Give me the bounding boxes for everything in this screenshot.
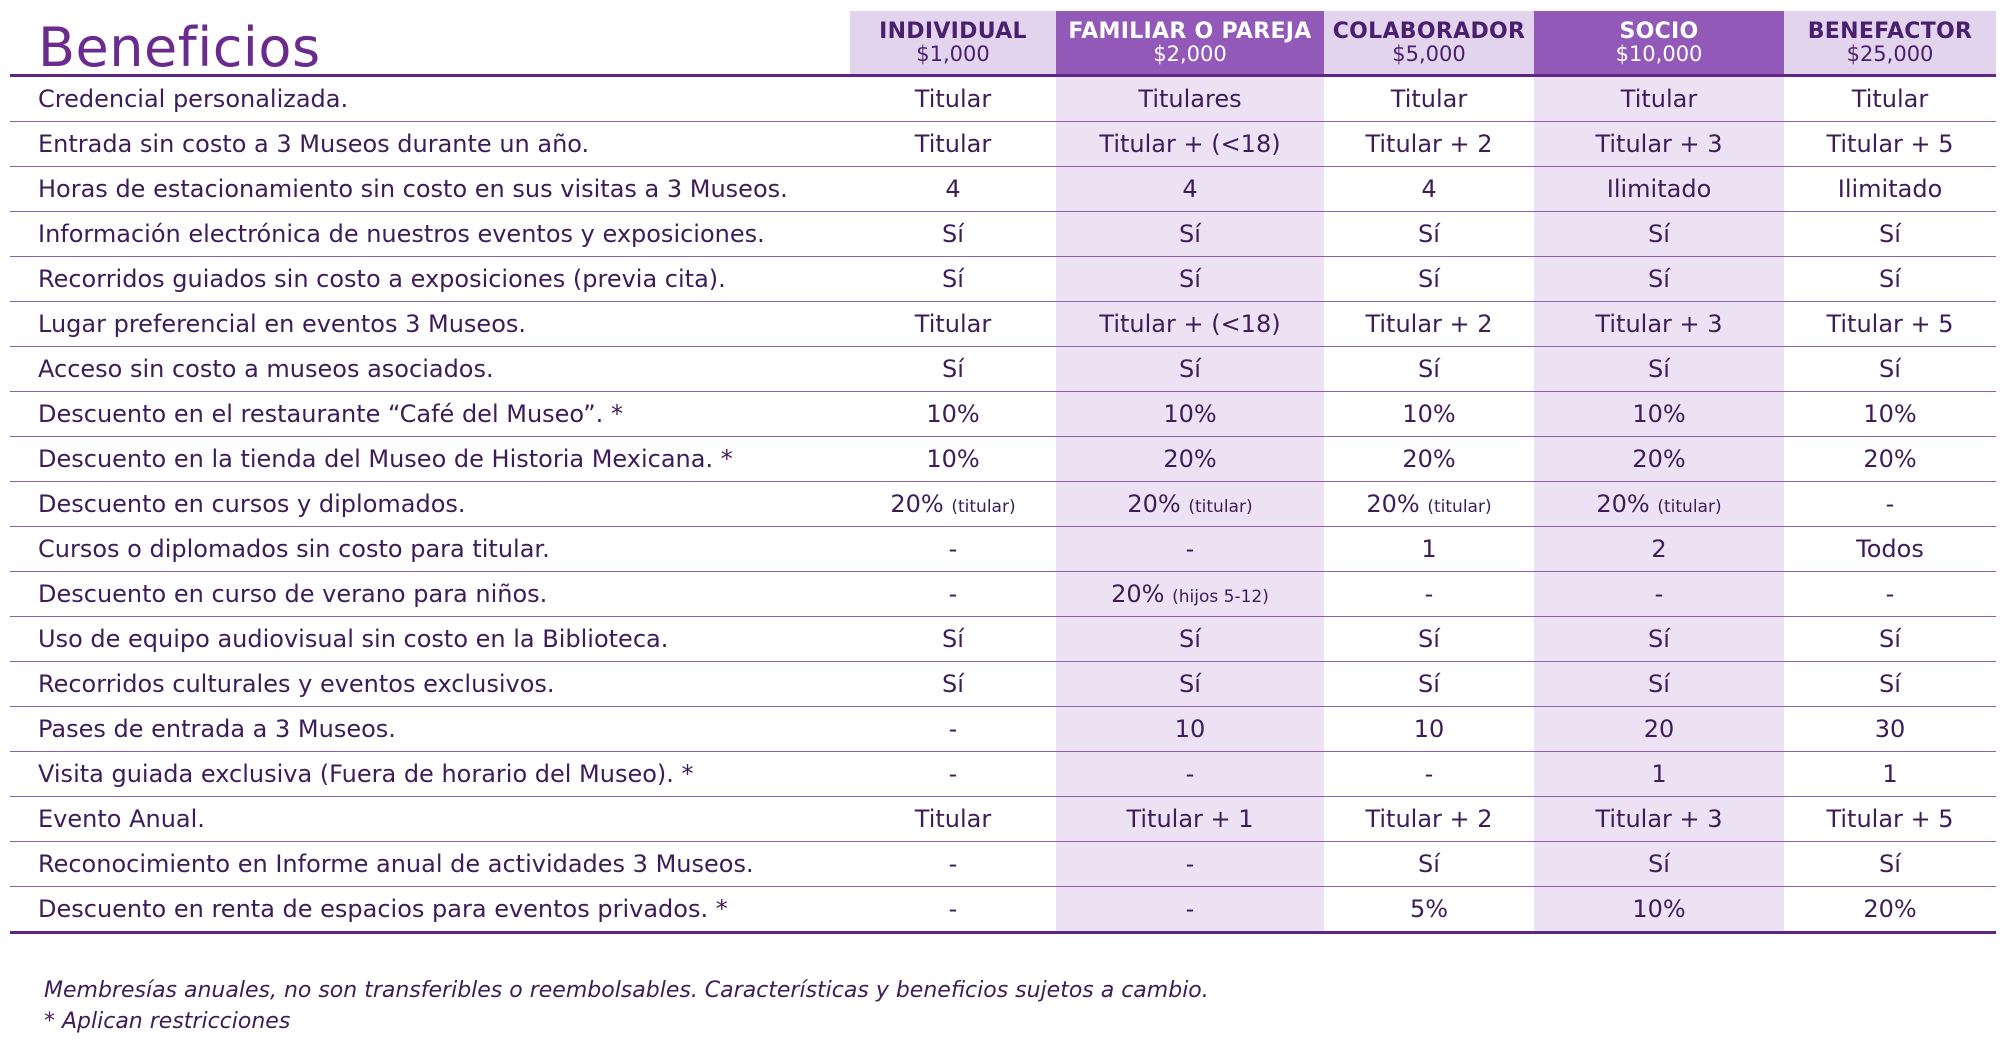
benefit-label: Evento Anual.	[10, 797, 850, 842]
benefit-value-text: Sí	[1648, 670, 1670, 698]
benefit-value-text: Sí	[1879, 355, 1901, 383]
benefit-value	[850, 167, 1056, 212]
benefit-label: Descuento en cursos y diplomados.	[10, 482, 850, 527]
table-row	[10, 347, 1996, 392]
benefit-value	[850, 707, 1056, 752]
benefit-value	[1534, 707, 1784, 752]
benefits-body	[10, 76, 1996, 933]
table-row	[10, 707, 1996, 752]
benefit-value-text: 10%	[1632, 895, 1686, 923]
table-row	[10, 752, 1996, 797]
benefit-value-text: Sí	[1879, 850, 1901, 878]
benefit-value	[1056, 842, 1324, 887]
benefit-value	[850, 212, 1056, 257]
table-row	[10, 527, 1996, 572]
benefit-value-text: Sí	[1879, 625, 1901, 653]
benefit-value	[850, 257, 1056, 302]
benefit-value	[1056, 347, 1324, 392]
benefit-value	[850, 797, 1056, 842]
benefit-value	[850, 482, 1056, 527]
benefit-value	[850, 302, 1056, 347]
benefit-value-text: -	[1185, 850, 1195, 878]
benefit-value	[1784, 122, 1996, 167]
benefits-table	[10, 11, 1996, 934]
benefit-value-text: Sí	[1879, 670, 1901, 698]
table-row	[10, 76, 1996, 122]
table-row	[10, 662, 1996, 707]
benefit-value	[1534, 572, 1784, 617]
tier-price: $10,000	[1615, 42, 1703, 67]
benefit-value	[1324, 887, 1534, 933]
benefit-value	[850, 617, 1056, 662]
benefit-value-text: Titular + 3	[1595, 805, 1723, 833]
benefit-value	[1784, 76, 1996, 122]
benefit-value-text: Sí	[1418, 850, 1440, 878]
table-row	[10, 257, 1996, 302]
benefit-value	[1534, 347, 1784, 392]
benefit-value-text: 20%	[1163, 445, 1217, 473]
benefit-value-text: Sí	[1179, 625, 1201, 653]
benefit-value	[1056, 887, 1324, 933]
benefit-value-text: 20%	[890, 490, 944, 518]
benefit-value	[850, 76, 1056, 122]
benefit-value-text: Titular	[1390, 85, 1468, 113]
benefit-value-text: -	[948, 715, 958, 743]
benefit-value-text: 20	[1643, 715, 1675, 743]
benefit-value	[1784, 572, 1996, 617]
table-row	[10, 482, 1996, 527]
benefit-value-text: Titular	[914, 85, 992, 113]
tier-name: COLABORADOR	[1332, 18, 1526, 44]
benefit-value	[1324, 257, 1534, 302]
benefit-value-text: -	[1885, 580, 1895, 608]
tier-price: $1,000	[916, 42, 990, 67]
tier-header-individual	[850, 11, 1056, 76]
table-row	[10, 617, 1996, 662]
table-row	[10, 842, 1996, 887]
benefit-value	[850, 572, 1056, 617]
benefit-value	[850, 887, 1056, 933]
benefit-value-text: 20%	[1366, 490, 1420, 518]
benefit-value-text: 5%	[1409, 895, 1449, 923]
benefit-value	[1056, 572, 1324, 617]
benefit-value	[1324, 167, 1534, 212]
benefit-value-text: Titular + 2	[1365, 805, 1493, 833]
benefit-value	[1056, 167, 1324, 212]
benefit-value-text: Titulares	[1138, 85, 1242, 113]
tier-header-socio	[1534, 11, 1784, 76]
benefit-value	[1324, 302, 1534, 347]
benefit-value-text: Sí	[1648, 625, 1670, 653]
benefit-value-text: 20%	[1127, 490, 1181, 518]
benefit-value-text: 2	[1651, 535, 1667, 563]
benefit-value	[1056, 302, 1324, 347]
benefit-value	[1324, 527, 1534, 572]
benefit-value-text: Sí	[1418, 670, 1440, 698]
benefit-value-note: (hijos 5-12)	[1172, 587, 1269, 607]
benefit-value	[1056, 707, 1324, 752]
benefit-label: Descuento en curso de verano para niños.	[10, 572, 850, 617]
benefit-value-text: 20%	[1596, 490, 1650, 518]
benefit-value-text: Titular + (<18)	[1099, 310, 1281, 338]
benefit-value	[1784, 887, 1996, 933]
benefit-value-text: Titular	[914, 805, 992, 833]
benefit-value-text: Ilimitado	[1606, 175, 1712, 203]
benefit-value-text: Sí	[1879, 265, 1901, 293]
table-row	[10, 887, 1996, 933]
benefit-label: Descuento en renta de espacios para eventos privados. *	[10, 887, 850, 933]
benefit-value	[1324, 482, 1534, 527]
benefit-value	[1056, 122, 1324, 167]
tier-header-familiar	[1056, 11, 1324, 76]
footer-disclaimer: Membresías anuales, no son transferibles o reembolsables. Características y beneficios sujetos a cambio.	[44, 978, 1209, 1003]
benefit-value-text: 10%	[1863, 400, 1917, 428]
benefit-value-text: 4	[1182, 175, 1198, 203]
benefit-value-text: 20%	[1402, 445, 1456, 473]
benefit-value	[1784, 302, 1996, 347]
tier-name: FAMILIAR O PAREJA	[1068, 18, 1312, 44]
table-row	[10, 437, 1996, 482]
benefit-value-text: Titular + 3	[1595, 130, 1723, 158]
benefit-value	[1534, 302, 1784, 347]
benefit-value-text: -	[1424, 760, 1434, 788]
benefit-value	[1534, 76, 1784, 122]
benefit-value	[1534, 167, 1784, 212]
benefit-value	[1324, 76, 1534, 122]
benefit-value	[1784, 842, 1996, 887]
benefit-value-text: 20%	[1863, 445, 1917, 473]
benefit-label: Cursos o diplomados sin costo para titular.	[10, 527, 850, 572]
benefit-value-text: Titular + 5	[1826, 310, 1954, 338]
benefit-value-note: (titular)	[951, 497, 1016, 517]
benefit-value	[1056, 752, 1324, 797]
benefit-value	[850, 347, 1056, 392]
benefit-value-text: Sí	[1179, 220, 1201, 248]
benefit-value	[1056, 392, 1324, 437]
benefit-label: Reconocimiento en Informe anual de actividades 3 Museos.	[10, 842, 850, 887]
benefit-value	[1784, 527, 1996, 572]
benefit-value	[850, 752, 1056, 797]
benefit-value	[1056, 482, 1324, 527]
benefit-value-text: 20%	[1632, 445, 1686, 473]
tier-price: $25,000	[1846, 42, 1934, 67]
benefit-value-text: Sí	[1648, 265, 1670, 293]
benefit-value	[1324, 842, 1534, 887]
benefit-value	[1056, 257, 1324, 302]
benefit-value-text: -	[1654, 580, 1664, 608]
benefit-value-text: Todos	[1856, 535, 1924, 563]
benefit-label: Recorridos culturales y eventos exclusivos.	[10, 662, 850, 707]
benefit-value-text: 4	[945, 175, 961, 203]
benefit-value	[1324, 572, 1534, 617]
benefit-value	[850, 122, 1056, 167]
benefit-value-text: -	[948, 580, 958, 608]
benefit-value-text: 10%	[926, 400, 980, 428]
benefit-value-text: -	[948, 760, 958, 788]
benefit-value	[1056, 527, 1324, 572]
benefit-value	[1534, 212, 1784, 257]
benefit-value	[1784, 797, 1996, 842]
benefit-label: Visita guiada exclusiva (Fuera de horario del Museo). *	[10, 752, 850, 797]
table-row	[10, 122, 1996, 167]
benefit-value-text: Sí	[1879, 220, 1901, 248]
benefit-value	[1324, 212, 1534, 257]
benefit-value	[1534, 482, 1784, 527]
benefit-value-text: Sí	[1179, 355, 1201, 383]
benefit-label: Información electrónica de nuestros eventos y exposiciones.	[10, 212, 850, 257]
benefit-value	[1534, 122, 1784, 167]
benefit-value	[1534, 887, 1784, 933]
tier-name: INDIVIDUAL	[879, 18, 1027, 44]
benefit-value-note: (titular)	[1657, 497, 1722, 517]
benefit-value	[850, 437, 1056, 482]
benefit-value-text: Sí	[1179, 265, 1201, 293]
benefit-value-text: -	[1185, 895, 1195, 923]
benefit-value-text: -	[1885, 490, 1895, 518]
benefit-value	[1534, 392, 1784, 437]
benefit-label: Lugar preferencial en eventos 3 Museos.	[10, 302, 850, 347]
benefit-value-text: Sí	[942, 220, 964, 248]
benefit-value-text: 30	[1874, 715, 1906, 743]
benefit-value-text: 1	[1882, 760, 1898, 788]
benefit-value-text: 10	[1413, 715, 1445, 743]
benefit-value-text: Titular	[914, 310, 992, 338]
tier-header-benefactor	[1784, 11, 1996, 76]
table-row	[10, 212, 1996, 257]
benefit-value-text: 1	[1651, 760, 1667, 788]
benefit-value-text: 20%	[1863, 895, 1917, 923]
benefit-value-text: Titular + 5	[1826, 130, 1954, 158]
benefit-value	[1784, 617, 1996, 662]
benefit-value-text: Sí	[1648, 355, 1670, 383]
tier-price: $2,000	[1153, 42, 1227, 67]
benefit-value	[1784, 752, 1996, 797]
benefit-label: Entrada sin costo a 3 Museos durante un año.	[10, 122, 850, 167]
benefit-value-text: Sí	[942, 670, 964, 698]
footer-notes	[44, 975, 1209, 1037]
benefit-value-text: 10%	[1402, 400, 1456, 428]
benefit-value	[1534, 842, 1784, 887]
page-title: Beneficios	[38, 16, 321, 79]
benefit-value	[1534, 617, 1784, 662]
tier-name: BENEFACTOR	[1807, 18, 1973, 44]
benefit-label: Descuento en el restaurante “Café del Museo”. *	[10, 392, 850, 437]
table-row	[10, 392, 1996, 437]
benefit-value-text: 10	[1174, 715, 1206, 743]
benefit-label: Descuento en la tienda del Museo de Historia Mexicana. *	[10, 437, 850, 482]
benefit-value	[1324, 617, 1534, 662]
benefit-value	[1784, 392, 1996, 437]
benefit-value-text: Sí	[1648, 850, 1670, 878]
benefit-label: Pases de entrada a 3 Museos.	[10, 707, 850, 752]
table-row	[10, 302, 1996, 347]
benefit-value-text: -	[948, 850, 958, 878]
benefit-value-text: -	[948, 535, 958, 563]
benefit-value-text: Ilimitado	[1837, 175, 1943, 203]
benefit-label: Acceso sin costo a museos asociados.	[10, 347, 850, 392]
benefit-value	[850, 392, 1056, 437]
table-row	[10, 797, 1996, 842]
benefit-value-text: Sí	[1418, 220, 1440, 248]
benefit-value	[1534, 257, 1784, 302]
benefit-value	[1784, 662, 1996, 707]
benefit-value-text: Sí	[1648, 220, 1670, 248]
benefit-value-text: Titular + 1	[1126, 805, 1254, 833]
benefit-value-text: -	[1185, 535, 1195, 563]
benefit-value-text: Titular	[914, 130, 992, 158]
benefit-value	[1784, 707, 1996, 752]
benefit-value	[1324, 797, 1534, 842]
benefit-value-text: Titular + 2	[1365, 130, 1493, 158]
benefit-value	[1324, 392, 1534, 437]
benefit-value-text: Titular + 2	[1365, 310, 1493, 338]
benefit-value-text: Sí	[942, 355, 964, 383]
benefit-value	[1784, 167, 1996, 212]
benefit-value	[1784, 437, 1996, 482]
benefit-value	[1784, 257, 1996, 302]
benefit-value-text: Sí	[1418, 265, 1440, 293]
benefit-value-text: Titular	[1851, 85, 1929, 113]
benefit-value-text: Titular	[1620, 85, 1698, 113]
benefit-value-text: 4	[1421, 175, 1437, 203]
tier-price: $5,000	[1392, 42, 1466, 67]
benefit-value	[1324, 662, 1534, 707]
benefit-value-text: Sí	[942, 265, 964, 293]
benefit-value	[1324, 437, 1534, 482]
benefit-value	[1324, 707, 1534, 752]
benefit-value	[1056, 797, 1324, 842]
benefit-value	[1056, 437, 1324, 482]
benefit-value	[1324, 347, 1534, 392]
benefit-value-text: Sí	[1418, 355, 1440, 383]
benefit-value	[1534, 662, 1784, 707]
benefit-label: Recorridos guiados sin costo a exposiciones (previa cita).	[10, 257, 850, 302]
benefit-label: Horas de estacionamiento sin costo en sus visitas a 3 Museos.	[10, 167, 850, 212]
benefit-value	[1056, 212, 1324, 257]
benefit-value-text: 20%	[1111, 580, 1165, 608]
benefit-value-text: Sí	[1179, 670, 1201, 698]
benefit-value	[1534, 752, 1784, 797]
benefit-value-text: Sí	[942, 625, 964, 653]
benefit-value-text: -	[1424, 580, 1434, 608]
benefit-value-text: Titular + 5	[1826, 805, 1954, 833]
benefit-value-text: 10%	[1632, 400, 1686, 428]
benefit-value	[1784, 482, 1996, 527]
benefit-value	[1056, 617, 1324, 662]
benefit-value-note: (titular)	[1188, 497, 1253, 517]
benefit-value	[1534, 797, 1784, 842]
benefit-value-text: -	[1185, 760, 1195, 788]
benefit-value	[1324, 752, 1534, 797]
benefit-label: Uso de equipo audiovisual sin costo en la Biblioteca.	[10, 617, 850, 662]
benefit-value	[1324, 122, 1534, 167]
benefit-value	[1056, 662, 1324, 707]
benefit-value-text: 10%	[1163, 400, 1217, 428]
tier-header-colaborador	[1324, 11, 1534, 76]
benefit-value-note: (titular)	[1427, 497, 1492, 517]
benefit-value	[1784, 212, 1996, 257]
table-row	[10, 572, 1996, 617]
benefit-value-text: Titular + (<18)	[1099, 130, 1281, 158]
benefit-value-text: 1	[1421, 535, 1437, 563]
benefit-value	[1056, 76, 1324, 122]
benefit-value-text: -	[948, 895, 958, 923]
benefit-value	[1784, 347, 1996, 392]
benefit-value	[850, 662, 1056, 707]
benefit-value-text: Titular + 3	[1595, 310, 1723, 338]
benefit-value	[1534, 527, 1784, 572]
tier-name: SOCIO	[1619, 18, 1699, 44]
benefit-value	[850, 527, 1056, 572]
table-row	[10, 167, 1996, 212]
benefit-label: Credencial personalizada.	[10, 76, 850, 122]
benefit-value-text: Sí	[1418, 625, 1440, 653]
benefit-value-text: 10%	[926, 445, 980, 473]
footer-restrictions: * Aplican restricciones	[44, 1009, 291, 1035]
benefit-value	[1534, 437, 1784, 482]
benefit-value	[850, 842, 1056, 887]
